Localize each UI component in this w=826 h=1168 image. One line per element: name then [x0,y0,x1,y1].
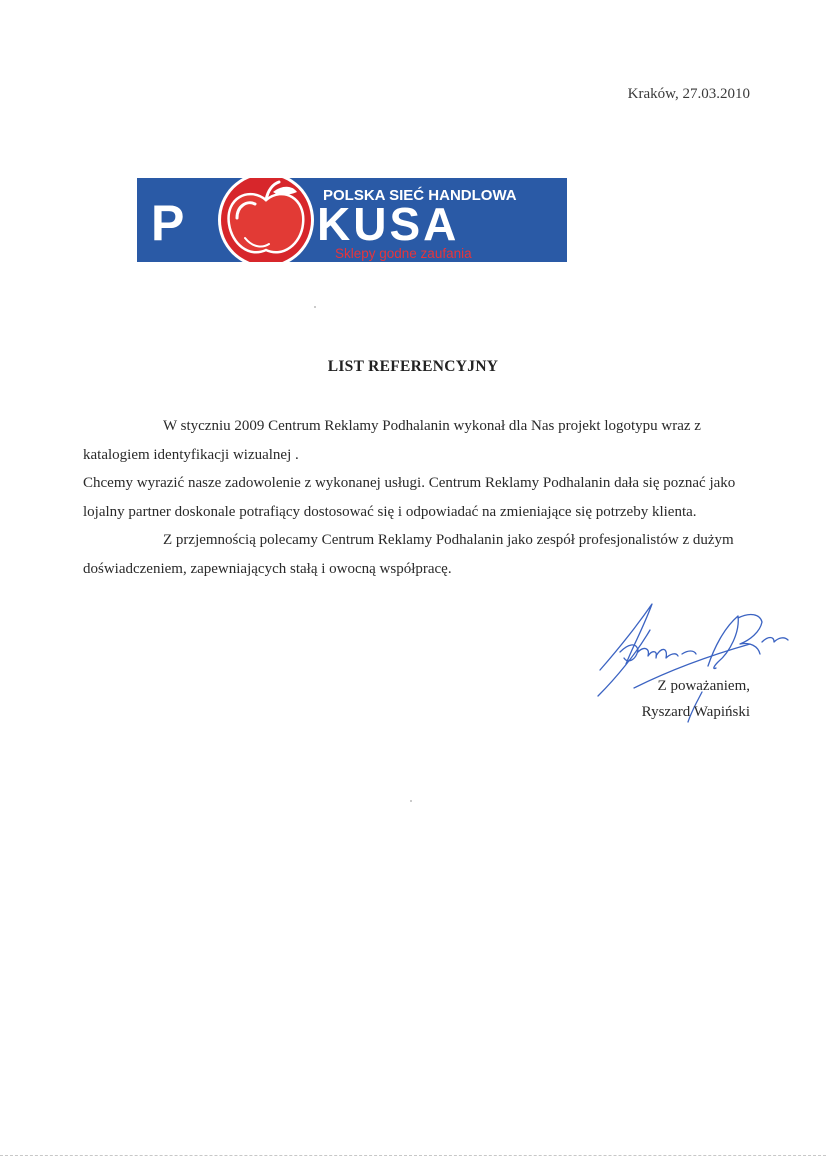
paragraph-1: W styczniu 2009 Centrum Reklamy Podhalanin wykonał dla Nas projekt logotypu wraz z katalogiem identyfikacji wizualnej . [83,418,701,463]
letter-title: LIST REFERENCYJNY [327,358,499,375]
logo-tagline-top: POLSKA SIEĆ HANDLOWA [323,187,517,204]
letter-body [83,412,763,583]
letter-date: Kraków, 27.03.2010 [627,86,750,102]
pokusa-logo [137,178,567,262]
scan-edge-dashes [0,1155,826,1156]
scan-speck [314,306,316,308]
signer-name: Ryszard Wapiński [641,704,750,720]
paragraph-3: Z przjemnością polecamy Centrum Reklamy Podhalanin jako zespół profesjonalistów z dużym doświadczeniem, zapewniających stałą i owocną współpracę. [83,532,734,577]
paragraph-2: Chcemy wyrazić nasze zadowolenie z wykonanej usługi. Centrum Reklamy Podhalanin dała się poznać jako lojalny partner doskonale potrafiący dostosować się i odpowiadać na zmieniające się potrzeby klienta. [83,475,736,520]
closing-phrase: Z poważaniem, [657,678,750,694]
logo-tagline-bottom: Sklepy godne zaufania [335,246,472,261]
scan-speck [410,800,412,802]
letter-closing [600,673,750,725]
svg-text:KUSA: KUSA [317,198,460,250]
svg-text:P: P [151,195,185,251]
